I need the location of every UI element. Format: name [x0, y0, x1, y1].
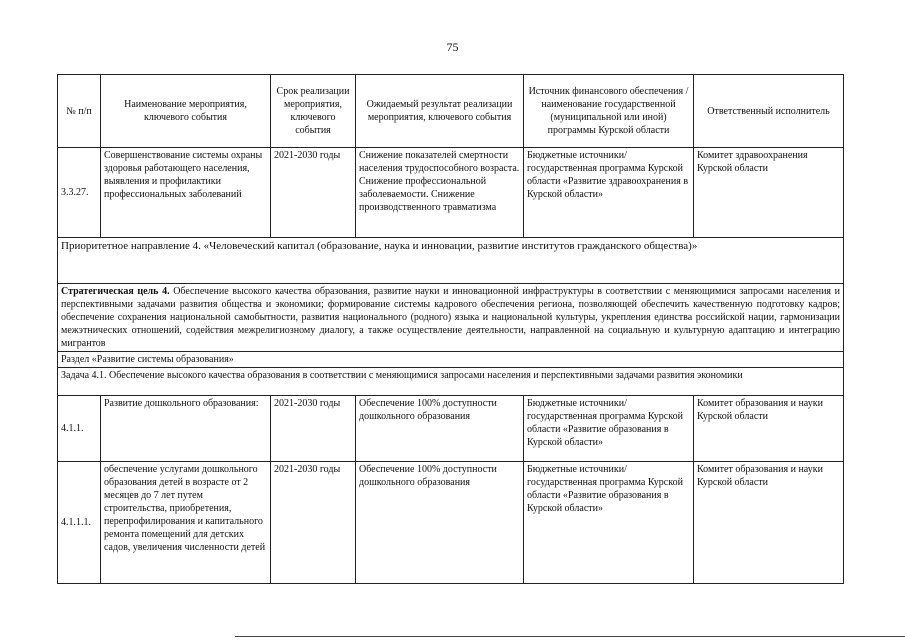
row-num: 3.3.27.: [58, 148, 101, 238]
table-row: [58, 462, 844, 584]
row-executor: Комитет образования и науки Курской области: [694, 396, 844, 462]
row-name: обеспечение услугами дошкольного образования детей в возрасте от 2 месяцев до 7 лет путем строительства, приобретения, перепрофилирования и капитального ремонта помещений для детских садов, увеличения численности детей: [101, 462, 271, 584]
task-row: [58, 368, 844, 396]
row-executor: Комитет здравоохранения Курской области: [694, 148, 844, 238]
row-source: Бюджетные источники/государственная программа Курской области «Развитие здравоохранения в Курской области»: [524, 148, 694, 238]
page-bottom-edge: [235, 636, 905, 637]
priority-direction: Приоритетное направление 4. «Человеческий капитал (образование, наука и инновации, развитие институтов гражданского общества)»: [58, 238, 844, 284]
table-header-row: [58, 75, 844, 148]
header-result: Ожидаемый результат реализации мероприятия, ключевого события: [356, 75, 524, 148]
section-row: [58, 352, 844, 368]
row-source: Бюджетные источники/государственная программа Курской области «Развитие образования в Курской области»: [524, 462, 694, 584]
strategic-goal-label: Стратегическая цель 4.: [61, 286, 170, 297]
strategic-goal-text: Обеспечение высокого качества образования, развитие науки и инновационной инфраструктуры в соответствии с меняющимися запросами населения и перспективными задачами развития общества и экономики; формирование системы кадрового обеспечения региона, позволяющей обеспечить качественную подготовку кадров; обеспечение сохранения национальной самобытности, развития национального (родного) языка и национальной культуры, укрепления единства российской нации, гармонизации межэтнических отношений, содействия межрелигиозному диалогу, а также осуществление деятельности, направленной на социальную и культурную адаптацию и интеграцию мигрантов: [61, 286, 840, 349]
row-name: Совершенствование системы охраны здоровья работающего населения, выявления и профилактики профессиональных заболеваний: [101, 148, 271, 238]
page-number: 75: [446, 40, 459, 54]
header-source: Источник финансового обеспечения / наименование государственной (муниципальной или иной) программы Курской области: [524, 75, 694, 148]
task-title: Задача 4.1. Обеспечение высокого качества образования в соответствии с меняющимися запросами населения и перспективными задачами развития экономики: [58, 368, 844, 396]
row-executor: Комитет образования и науки Курской области: [694, 462, 844, 584]
header-num: № п/п: [58, 75, 101, 148]
row-result: Обеспечение 100% доступности дошкольного образования: [356, 462, 524, 584]
row-num: 4.1.1.: [58, 396, 101, 462]
row-source: Бюджетные источники/государственная программа Курской области «Развитие образования в Курской области»: [524, 396, 694, 462]
row-term: 2021-2030 годы: [271, 396, 356, 462]
header-name: Наименование мероприятия, ключевого события: [101, 75, 271, 148]
row-num: 4.1.1.1.: [58, 462, 101, 584]
measures-table: [57, 74, 844, 584]
table-row: [58, 148, 844, 238]
header-term: Срок реализации мероприятия, ключевого события: [271, 75, 356, 148]
strategic-goal-row: [58, 284, 844, 352]
row-term: 2021-2030 годы: [271, 148, 356, 238]
priority-row: [58, 238, 844, 284]
row-term: 2021-2030 годы: [271, 462, 356, 584]
header-executor: Ответственный исполнитель: [694, 75, 844, 148]
row-result: Снижение показателей смертности населения трудоспособного возраста. Снижение профессиональной заболеваемости. Снижение производственного травматизма: [356, 148, 524, 238]
row-result: Обеспечение 100% доступности дошкольного образования: [356, 396, 524, 462]
strategic-goal: [58, 284, 844, 352]
row-name: Развитие дошкольного образования:: [101, 396, 271, 462]
table-row: [58, 396, 844, 462]
section-title: Раздел «Развитие системы образования»: [58, 352, 844, 368]
